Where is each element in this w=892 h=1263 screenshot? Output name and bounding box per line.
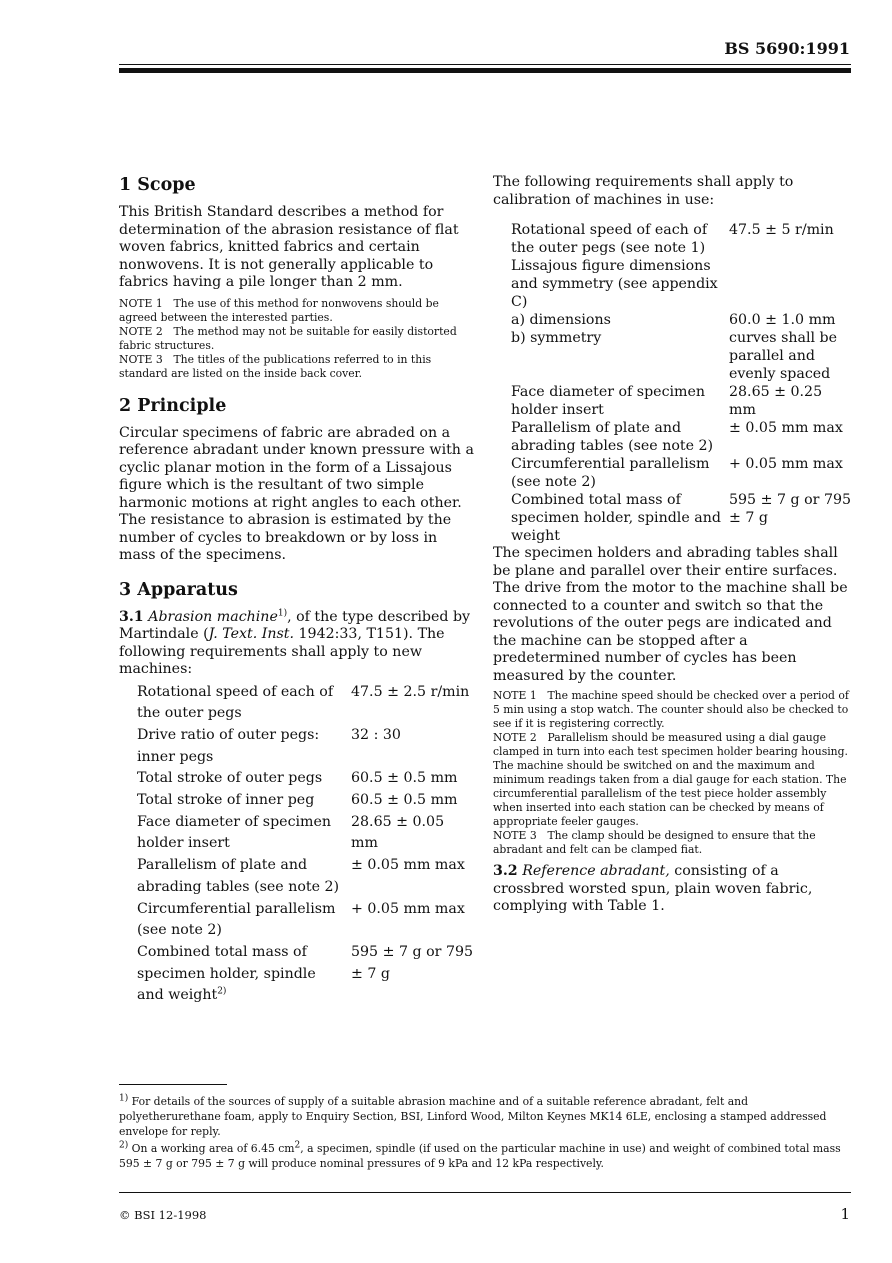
footnote-2: [119, 1141, 851, 1171]
footnote-mark: 2): [119, 1140, 129, 1151]
table-row: [493, 383, 853, 419]
req-value: 47.5 ± 2.5 r/min: [351, 683, 470, 700]
clause-3-1: [119, 609, 475, 679]
req-name: Parallelism of plate and abrading tables (see note 2): [511, 420, 714, 454]
req-name: Drive ratio of outer pegs: inner pegs: [137, 726, 320, 765]
clause-text: consisting of a crossbred worsted spun, plain woven fabric, complying with Table 1.: [493, 863, 813, 914]
req-value: 595 ± 7 g or 795 ± 7 g: [351, 943, 474, 982]
new-machine-requirements-table: [119, 682, 475, 1008]
table-row: [493, 329, 853, 383]
req-value: + 0.05 mm max: [351, 900, 465, 917]
scope-body: This British Standard describes a method for determination of the abrasion resistance of flat woven fabrics, knitted fabrics and certain nonwovens. It is not generally applicable to fabrics having a pile longer than 2 mm.: [119, 204, 459, 290]
req-value: 60.5 ± 0.5 mm: [351, 770, 458, 787]
journal-name: J. Text. Inst.: [208, 626, 294, 642]
footnote-1: [119, 1094, 851, 1139]
table-row: [119, 725, 475, 768]
req-value: [729, 257, 853, 311]
right-column: [493, 174, 853, 916]
scope-note-1: NOTE 1 The use of this method for nonwovens should be agreed between the interested parties.: [119, 296, 439, 324]
scope-heading: 1 Scope: [119, 175, 196, 195]
apparatus-note-2: NOTE 2 Parallelism should be measured using a dial gauge clamped in turn into each test specimen holder bearing housing. The machine should be switched on and the maximum and minimum readings taken from a dial gauge for each station. The circumferential parallelism of the test piece holder assembly when inserted into each station can be checked by means of appropriate feeler gauges.: [493, 731, 848, 828]
req-value: 60.0 ± 1.0 mm: [729, 312, 836, 328]
clause-text-a: , of the type described by Martindale (: [119, 608, 471, 642]
scope-note-2: NOTE 2 The method may not be suitable for easily distorted fabric structures.: [119, 324, 457, 352]
footnote-ref-2: 2): [217, 986, 227, 997]
apparatus-heading: 3 Apparatus: [119, 579, 238, 600]
calibration-intro: The following requirements shall apply to calibration of machines in use:: [493, 174, 794, 208]
table-row: [493, 455, 853, 491]
footnote-ref-1: 1): [277, 607, 288, 618]
clause-number: 3.1: [119, 608, 144, 625]
left-column: [119, 174, 475, 1007]
req-name: Total stroke of outer pegs: [137, 770, 323, 787]
table-row: [119, 768, 475, 790]
req-value: 595 ± 7 g or 795 ± 7 g: [729, 492, 852, 526]
req-name: Face diameter of specimen holder insert: [511, 384, 706, 418]
header-rule-thin: [119, 64, 851, 65]
req-value: 60.5 ± 0.5 mm: [351, 792, 458, 809]
principle-heading: 2 Principle: [119, 395, 227, 416]
table-row: [119, 682, 475, 725]
table-row: [119, 899, 475, 942]
footnote-text-a: On a working area of 6.45 cm: [128, 1142, 295, 1155]
req-name-text: Combined total mass of specimen holder, spindle and weight: [137, 943, 316, 1004]
table-row: [493, 311, 853, 329]
req-value: 28.65 ± 0.25 mm: [729, 384, 823, 418]
standard-number: BS 5690:1991: [724, 39, 850, 58]
table-row: [493, 419, 853, 455]
copyright: © BSI 12-1998: [119, 1208, 207, 1222]
header-rule-thick: [119, 68, 851, 73]
req-value: 47.5 ± 5 r/min: [729, 222, 834, 238]
req-name: Total stroke of inner peg: [137, 792, 315, 809]
clause-3-2: [493, 863, 853, 916]
footnotes: [119, 1094, 851, 1173]
req-name: Lissajous figure dimensions and symmetry (see appendix C): [511, 258, 718, 310]
table-row: [119, 942, 475, 1007]
footnote-mark: 1): [119, 1093, 129, 1104]
req-name: b) symmetry: [511, 330, 602, 346]
table-row: [119, 812, 475, 855]
req-value: ± 0.05 mm max: [351, 857, 465, 874]
table-row: [493, 257, 853, 311]
table-row: [119, 790, 475, 812]
req-name: Circumferential parallelism (see note 2): [137, 900, 336, 939]
req-name: Combined total mass of specimen holder, spindle and weight: [511, 492, 721, 544]
table-row: [493, 491, 853, 545]
req-value: 32 : 30: [351, 726, 401, 743]
footnote-text: For details of the sources of supply of a suitable abrasion machine and of a suitable reference abradant, felt and polyetherurethane foam, apply to Enquiry Section, BSI, Linford Wood, Milton Keynes MK14 6LE, enclosing a stamped addressed envelope for reply.: [119, 1095, 827, 1138]
clause-number: 3.2: [493, 863, 518, 879]
req-name: Parallelism of plate and abrading tables (see note 2): [137, 857, 340, 895]
req-name: Face diameter of specimen holder insert: [137, 813, 332, 852]
apparatus-note-1: NOTE 1 The machine speed should be checked over a period of 5 min using a stop watch. The counter should also be checked to see if it is registering correctly.: [493, 689, 849, 730]
req-value: 28.65 ± 0.05 mm: [351, 813, 445, 852]
principle-body: Circular specimens of fabric are abraded on a reference abradant under known pressure with a cyclic planar motion in the form of a Lissajous figure which is the resultant of two simple harmonic motions at right angles to each other. The resistance to abrasion is estimated by the number of cycles to breakdown or by loss in mass of the specimens.: [119, 424, 474, 563]
calibration-requirements-table: [493, 221, 853, 545]
req-name: Rotational speed of each of the outer pegs (see note 1): [511, 222, 708, 256]
superscript: 2: [294, 1140, 301, 1151]
req-value: curves shall be parallel and evenly spaced: [729, 330, 838, 382]
clause-text-b: 1942:33, T151). The following requirements shall apply to new machines:: [119, 626, 445, 677]
footnote-text-b: , a specimen, spindle (if used on the particular machine in use) and weight of combined total mass 595 ± 7 g or 795 ± 7 g will produce nominal pressures of 9 kPa and 12 kPa respectively.: [119, 1142, 841, 1170]
req-name: Rotational speed of each of the outer pegs: [137, 683, 334, 722]
clause-term: Abrasion machine: [148, 608, 278, 625]
table-row: [493, 221, 853, 257]
apparatus-note-3: NOTE 3 The clamp should be designed to ensure that the abradant and felt can be clamped fiat.: [493, 829, 816, 856]
scope-note-3: NOTE 3 The titles of the publications referred to in this standard are listed on the inside back cover.: [119, 352, 432, 380]
req-name: a) dimensions: [511, 312, 611, 328]
footer-rule: [119, 1192, 851, 1193]
drive-paragraph: The specimen holders and abrading tables shall be plane and parallel over their entire surfaces. The drive from the motor to the machine shall be connected to a counter and switch so that the revolutions of the outer pegs are indicated and the machine can be stopped after a predetermined number of cycles has been measured by the counter.: [493, 545, 848, 684]
page-number: 1: [840, 1205, 850, 1223]
table-row: [119, 855, 475, 898]
req-value: ± 0.05 mm max: [729, 420, 843, 436]
clause-term: Reference abradant,: [522, 863, 670, 879]
req-name: [119, 942, 351, 1007]
req-name: Circumferential parallelism (see note 2): [511, 456, 710, 490]
req-value: + 0.05 mm max: [729, 456, 843, 472]
footnote-rule: [119, 1084, 227, 1085]
